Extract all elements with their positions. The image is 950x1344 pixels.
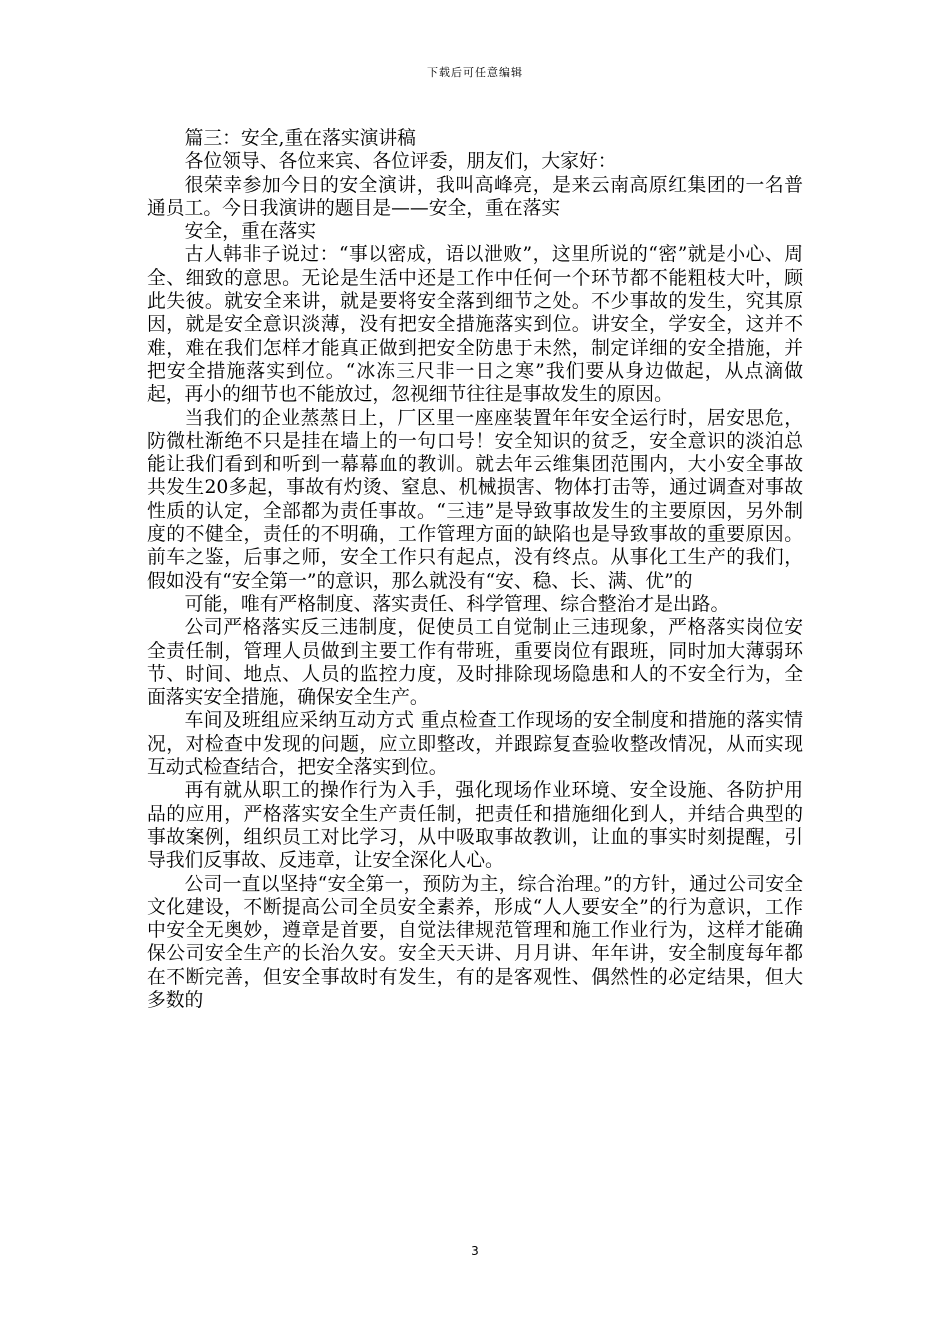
- body-paragraph: 公司一直以坚持“安全第一，预防为主，综合治理。”的方针，通过公司安全文化建设，不断提高公司全员安全素养，形成“人人要安全”的行为意识，工作中安全无奥妙，遵章是首要，自觉法律规范管理和施工作业行为，这样才能确保公司安全生产的长治久安。安全天天讲、月月讲、年年讲，安全制度每年都在不断完善，但安全事故时有发生，有的是客观性、偶然性的必定结果，但大多数的: [147, 873, 803, 1011]
- body-paragraph: 当我们的企业蒸蒸日上，厂区里一座座装置年年安全运行时，居安思危，防微杜渐绝不只是挂在墙上的一句口号！安全知识的贫乏，安全意识的淡泊总能让我们看到和听到一幕幕血的教训。就去年云维集团范围内，大小安全事故共发生20多起，事故有灼烫、窒息、机械损害、物体打击等，通过调查对事故性质的认定，全部都为责任事故。“三违”是导致事故发生的主要原因，另外制度的不健全，责任的不明确，工作管理方面的缺陷也是导致事故的重要原因。前车之鉴，后事之师，安全工作只有起点，没有终点。从事化工生产的我们，假如没有“安全第一”的意识，那么就没有“安、稳、长、满、优”的: [147, 407, 803, 592]
- body-paragraph: 车间及班组应采纳互动方式 重点检查工作现场的安全制度和措施的落实情况，对检查中发现的问题，应立即整改，并跟踪复查验收整改情况，从而实现互动式检查结合，把安全落实到位。: [147, 710, 803, 779]
- topic-heading: 安全，重在落实: [184, 221, 317, 243]
- body-paragraph: 古人韩非子说过：“事以密成，语以泄败”，这里所说的“密”就是小心、周全、细致的意思。无论是生活中还是工作中任何一个环节都不能粗枝大叶，顾此失彼。就安全来讲，就是要将安全落到细节之处。不少事故的发生，究其原因，就是安全意识淡薄，没有把安全措施落实到位。讲安全，学安全，这并不难，难在我们怎样才能真正做到把安全防患于未然，制定详细的安全措施，并把安全措施落实到位。“冰冻三尺非一日之寒”我们要从身边做起，从点滴做起，再小的细节也不能放过，忽视细节往往是事故发生的原因。: [147, 244, 803, 406]
- page-number: 3: [471, 1244, 479, 1258]
- document-body: [147, 127, 803, 1012]
- body-paragraph: 公司严格落实反三违制度，促使员工自觉制止三违现象，严格落实岗位安全责任制，管理人员做到主要工作有带班，重要岗位有跟班，同时加大薄弱环节、时间、地点、人员的监控力度，及时排除现场隐患和人的不安全行为，全面落实安全措施，确保安全生产。: [147, 617, 803, 709]
- body-paragraph: 再有就从职工的操作行为入手，强化现场作业环境、安全设施、各防护用品的应用，严格落实安全生产责任制，把责任和措施细化到人，并结合典型的事故案例，组织员工对比学习，从中吸取事故教训，让血的事实时刻提醒，引导我们反事故、反违章，让安全深化人心。: [147, 780, 803, 872]
- intro-paragraph: 很荣幸参加今日的安全演讲，我叫高峰亮，是来云南高原红集团的一名普通员工。今日我演讲的题目是——安全，重在落实: [147, 174, 803, 219]
- page-header: 下载后可任意编辑: [427, 66, 523, 79]
- speech-title: 篇三：安全,重在落实演讲稿: [184, 128, 416, 149]
- greeting-paragraph: 各位领导、各位来宾、各位评委，朋友们，大家好：: [184, 151, 617, 173]
- body-paragraph: 可能，唯有严格制度、落实责任、科学管理、综合整治才是出路。: [184, 593, 730, 615]
